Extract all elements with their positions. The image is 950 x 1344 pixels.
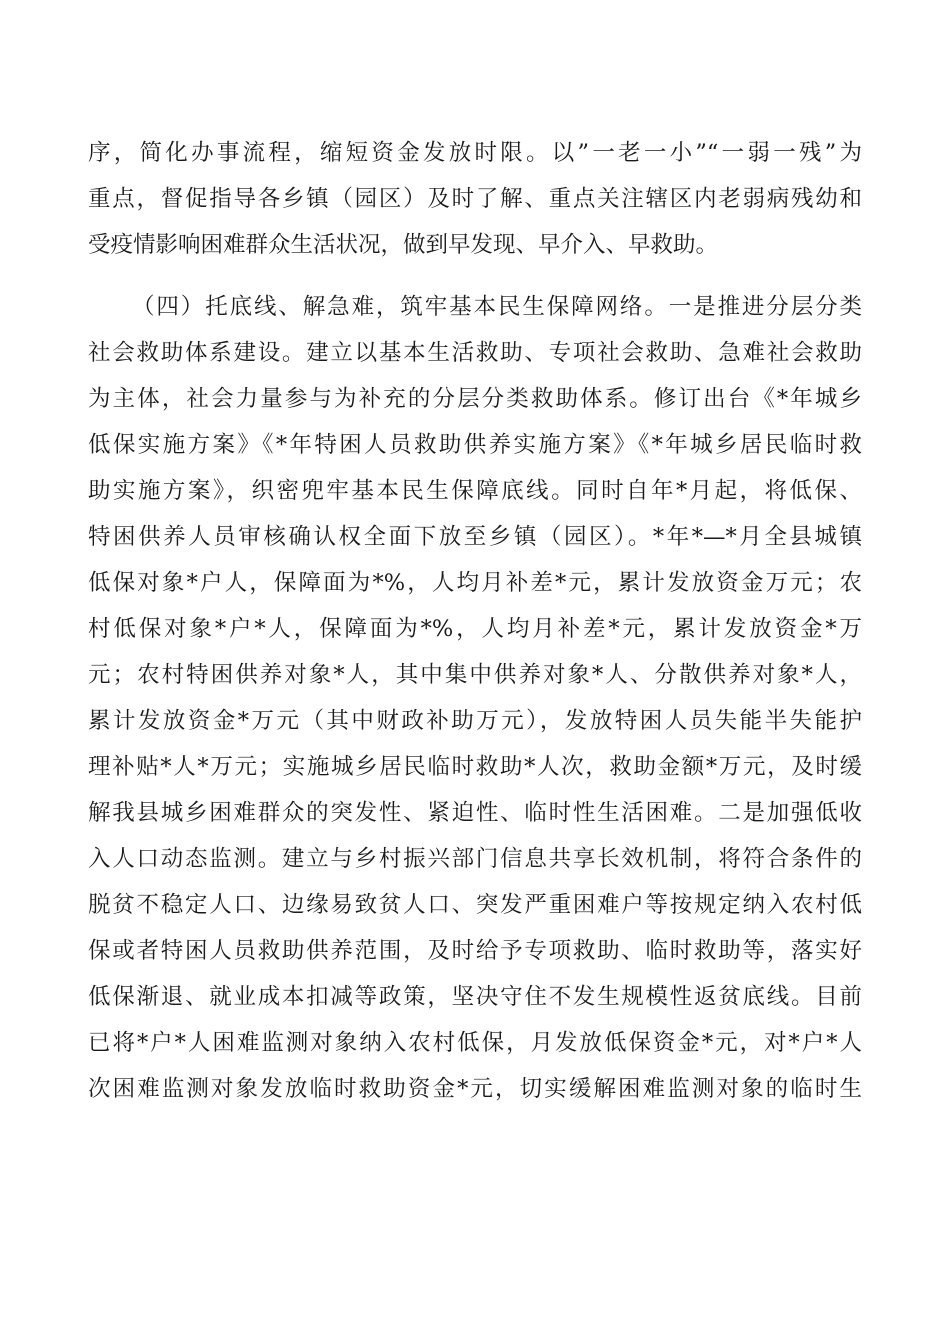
text-line: 受疫情影响困难群众生活状况，做到早发现、早介入、早救助。 bbox=[88, 232, 719, 258]
text-line: 特困供养人员审核确认权全面下放至乡镇（园区）。*年*—*月全县城镇 bbox=[88, 524, 862, 550]
text-line: 社会救助体系建设。建立以基本生活救助、专项社会救助、急难社会救助 bbox=[88, 340, 862, 366]
text-line: 入人口动态监测。建立与乡村振兴部门信息共享长效机制，将符合条件的 bbox=[88, 846, 862, 872]
text-line: 为主体，社会力量参与为补充的分层分类救助体系。修订出台《*年城乡 bbox=[88, 386, 862, 412]
text-line: 已将*户*人困难监测对象纳入农村低保，月发放低保资金*元，对*户*人 bbox=[88, 1030, 862, 1056]
text-line: 累计发放资金*万元（其中财政补助万元），发放特困人员失能半失能护 bbox=[88, 708, 862, 734]
section-heading-line: （四）托底线、解急难，筑牢基本民生保障网络。一是推进分层分类 bbox=[132, 294, 862, 320]
text-line: 重点，督促指导各乡镇（园区）及时了解、重点关注辖区内老弱病残幼和 bbox=[88, 186, 862, 212]
text-line: 助实施方案》，织密兜牢基本民生保障底线。同时自年*月起，将低保、 bbox=[88, 478, 862, 504]
text-line: 理补贴*人*万元；实施城乡居民临时救助*人次，救助金额*万元，及时缓 bbox=[88, 754, 862, 780]
text-line: 脱贫不稳定人口、边缘易致贫人口、突发严重困难户等按规定纳入农村低 bbox=[88, 892, 862, 918]
text-line: 低保对象*户人，保障面为*%，人均月补差*元，累计发放资金万元；农 bbox=[88, 570, 862, 596]
text-line: 元；农村特困供养对象*人，其中集中供养对象*人、分散供养对象*人， bbox=[88, 662, 862, 688]
text-line: 低保实施方案》《*年特困人员救助供养实施方案》《*年城乡居民临时救 bbox=[88, 432, 862, 458]
text-line: 保或者特困人员救助供养范围，及时给予专项救助、临时救助等，落实好 bbox=[88, 938, 862, 964]
text-line: 解我县城乡困难群众的突发性、紧迫性、临时性生活困难。二是加强低收 bbox=[88, 800, 862, 826]
text-line: 次困难监测对象发放临时救助资金*元，切实缓解困难监测对象的临时生 bbox=[88, 1076, 862, 1102]
text-line: 村低保对象*户*人，保障面为*%，人均月补差*元，累计发放资金*万 bbox=[88, 616, 862, 642]
text-line: 低保渐退、就业成本扣减等政策，坚决守住不发生规模性返贫底线。目前 bbox=[88, 984, 862, 1010]
text-line: 序，简化办事流程，缩短资金发放时限。以”一老一小”“一弱一残”为 bbox=[88, 140, 862, 166]
